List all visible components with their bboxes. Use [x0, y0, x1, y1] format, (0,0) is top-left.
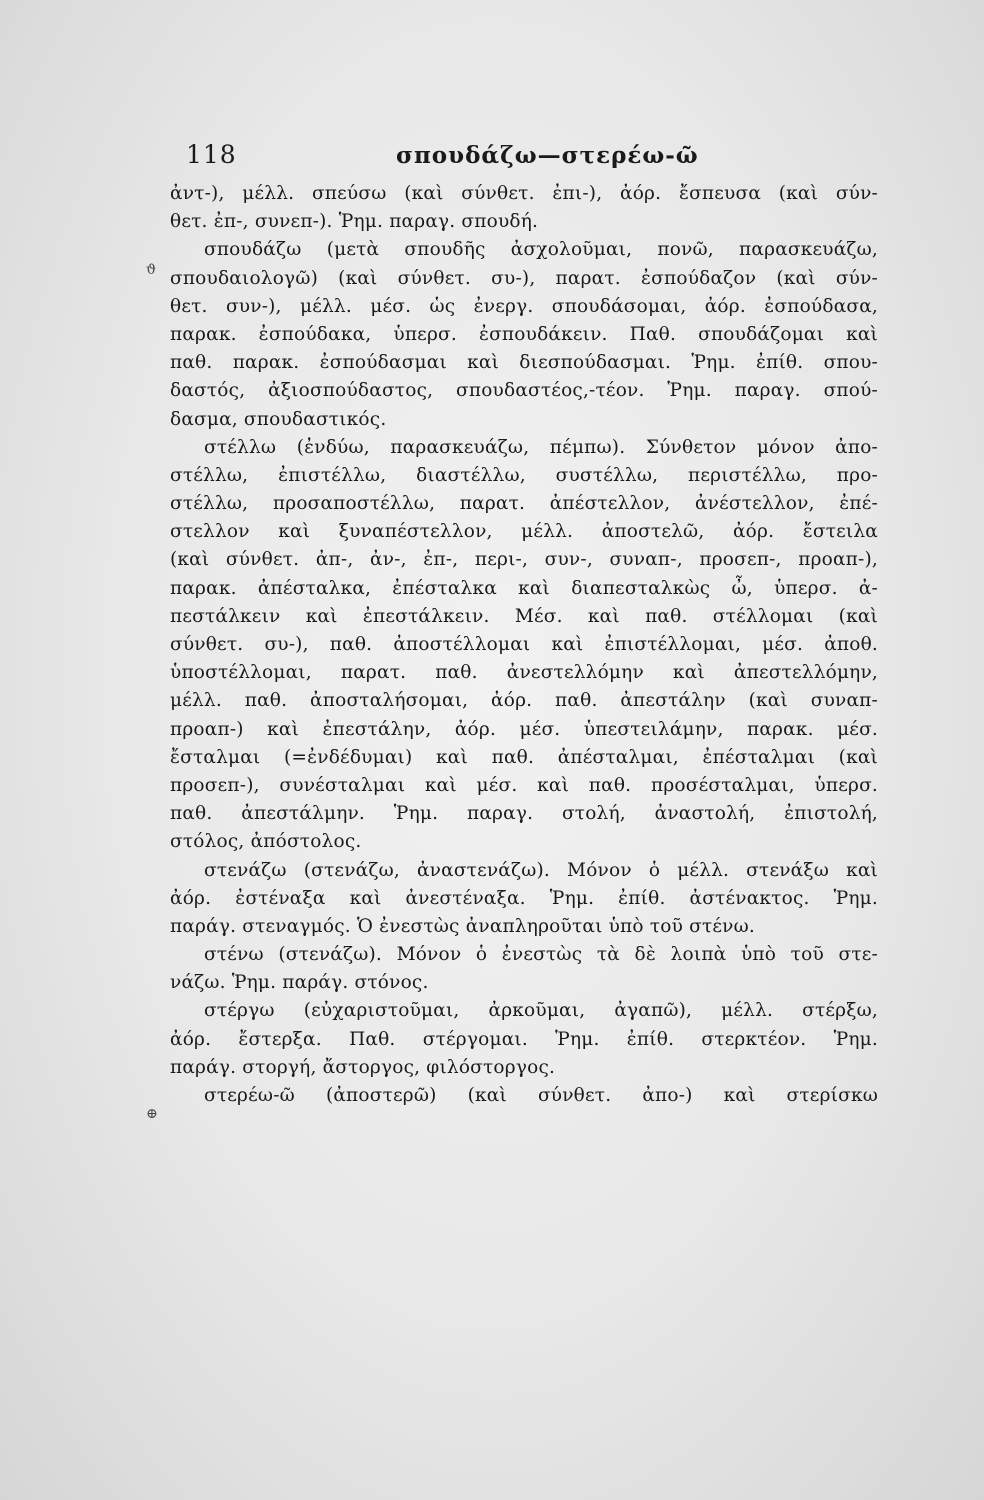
text-line: στερέω-ῶ (ἀποστερῶ) (καὶ σύνθετ. ἀπο-) καὶ στερίσκω [204, 1085, 878, 1106]
text-line: θετ. ἐπ-, συνεπ-). Ῥημ. παραγ. σπουδή. [170, 211, 539, 233]
text-line: δαστός, ἀξιοσπούδαστος, σπουδαστέος,-τέον. Ῥημ. παραγ. σπού- [170, 380, 878, 402]
text-line: στέλλω (ἐνδύω, παρασκευάζω, πέμπω). Σύνθετον μόνον ἀπο- [204, 436, 878, 458]
entry-stenazo [170, 857, 878, 942]
text-line: παρακ. ἀπέσταλκα, ἐπέσταλκα καὶ διαπεσταλκὼς ὦ, ὑπερσ. ἀ- [170, 577, 878, 599]
running-head-title: σπουδάζω—στερέω-ῶ [396, 142, 699, 169]
text-line: ἀόρ. ἐστέναξα καὶ ἀνεστέναξα. Ῥημ. ἐπίθ. ἀστένακτος. Ῥημ. [170, 887, 878, 909]
text-line: στέλλω, ἐπιστέλλω, διαστέλλω, συστέλλω, περιστέλλω, προ- [170, 464, 878, 486]
text-line: ἔσταλμαι (=ἐνδέδυμαι) καὶ παθ. ἀπέσταλμαι, ἐπέσταλμαι (καὶ [170, 746, 878, 768]
entry-continuation [170, 180, 878, 236]
text-line: μέλλ. παθ. ἀποσταλήσομαι, ἀόρ. παθ. ἀπεστάλην (καὶ συναπ- [170, 690, 878, 712]
text-line: σπουδαιολογῶ) (καὶ σύνθετ. συ-), παρατ. ἐσπούδαζον (καὶ σύν- [170, 267, 878, 289]
entry-steno [170, 941, 878, 997]
margin-mark: ⊕ [146, 1106, 158, 1122]
text-line: πεστάλκειν καὶ ἐπεστάλκειν. Μέσ. καὶ παθ. στέλλομαι (καὶ [170, 605, 878, 627]
text-line: ὑποστέλλομαι, παρατ. παθ. ἀνεστελλόμην καὶ ἀπεστελλόμην, [170, 662, 878, 684]
entry-stereo [170, 1082, 878, 1110]
text-line: στενάζω (στενάζω, ἀναστενάζω). Μόνον ὁ μέλλ. στενάξω καὶ [204, 859, 878, 881]
text-line: στόλος, ἀπόστολος. [170, 831, 362, 853]
entry-stergo [170, 997, 878, 1082]
text-line: (καὶ σύνθετ. ἀπ-, ἀν-, ἐπ-, περι-, συν-, συναπ-, προσεπ-, προαπ-), [170, 549, 878, 571]
entry-stello [170, 434, 878, 857]
text-line: προαπ-) καὶ ἐπεστάλην, ἀόρ. μέσ. ὑπεστειλάμην, παρακ. μέσ. [170, 718, 878, 740]
margin-mark: ϑ [146, 262, 157, 278]
text-line: στελλον καὶ ξυναπέστελλον, μέλλ. ἀποστελῶ, ἀόρ. ἔστειλα [170, 521, 878, 543]
running-head [186, 140, 746, 174]
text-line: παράγ. στοργή, ἄστοργος, φιλόστοργος. [170, 1056, 556, 1078]
text-line: παράγ. στεναγμός. Ὁ ἐνεστὼς ἀναπληροῦται ὑπὸ τοῦ στένω. [170, 915, 755, 937]
text-line: ἀντ-), μέλλ. σπεύσω (καὶ σύνθετ. ἐπι-), ἀόρ. ἔσπευσα (καὶ σύν- [170, 183, 878, 204]
text-line: θετ. συν-), μέλλ. μέσ. ὡς ἐνεργ. σπουδάσομαι, ἀόρ. ἐσπούδασα, [170, 295, 878, 317]
text-line: προσεπ-), συνέσταλμαι καὶ μέσ. καὶ παθ. προσέσταλμαι, ὑπερσ. [170, 774, 878, 796]
text-line: παθ. παρακ. ἐσπούδασμαι καὶ διεσπούδασμαι. Ῥημ. ἐπίθ. σπου- [170, 352, 878, 374]
text-line: σύνθετ. συ-), παθ. ἀποστέλλομαι καὶ ἐπιστέλλομαι, μέσ. ἀποθ. [170, 634, 878, 655]
text-line: παθ. ἀπεστάλμην. Ῥημ. παραγ. στολή, ἀναστολή, ἐπιστολή, [170, 803, 878, 825]
page-number: 118 [186, 140, 237, 169]
text-line: σπουδάζω (μετὰ σπουδῆς ἀσχολοῦμαι, πονῶ, παρασκευάζω, [204, 239, 878, 261]
text-line: στέργω (εὐχαριστοῦμαι, ἀρκοῦμαι, ἀγαπῶ), μέλλ. στέρξω, [204, 1000, 878, 1022]
text-line: στέλλω, προσαποστέλλω, παρατ. ἀπέστελλον, ἀνέστελλον, ἐπέ- [170, 493, 878, 515]
entry-spoudazo [170, 236, 878, 433]
text-line: δασμα, σπουδαστικός. [170, 408, 387, 430]
text-line: ἀόρ. ἔστερξα. Παθ. στέργομαι. Ῥημ. ἐπίθ. στερκτέον. Ῥημ. [170, 1028, 878, 1050]
text-line: στένω (στενάζω). Μόνον ὁ ἐνεστὼς τὰ δὲ λοιπὰ ὑπὸ τοῦ στε- [204, 944, 878, 966]
page-body [170, 180, 878, 1110]
text-line: νάζω. Ῥημ. παράγ. στόνος. [170, 972, 429, 994]
text-line: παρακ. ἐσπούδακα, ὑπερσ. ἐσπουδάκειν. Παθ. σπουδάζομαι καὶ [170, 323, 878, 345]
